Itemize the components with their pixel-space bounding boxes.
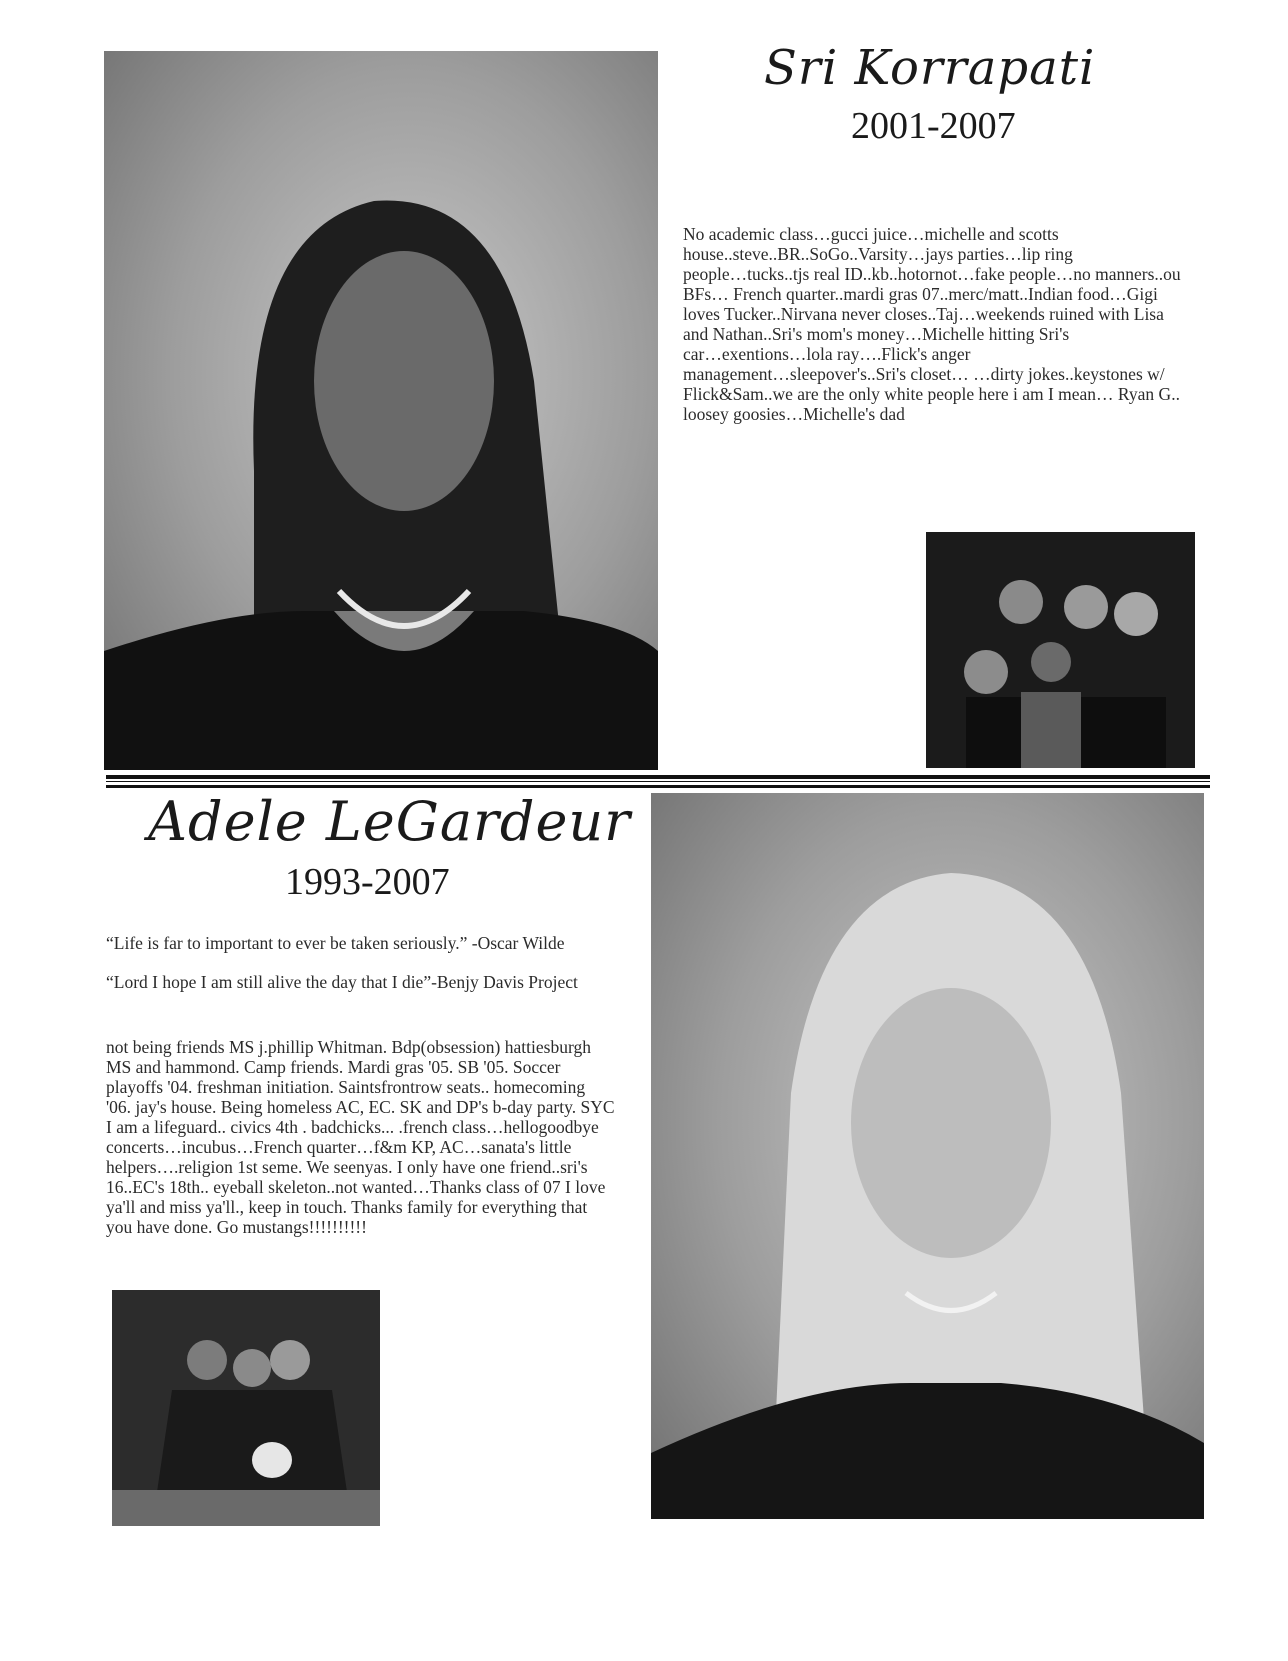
adele-candid-photo (112, 1290, 380, 1526)
adele-portrait-photo (651, 793, 1204, 1519)
memory-line: Flick&Sam..we are the only white people here i am I mean… Ryan G.. (683, 384, 1180, 404)
student2-name: Adele LeGardeur (148, 790, 631, 853)
memory-line: loves Tucker..Nirvana never closes..Taj…weekends ruined with Lisa (683, 304, 1164, 324)
memory-line: house..steve..BR..SoGo..Varsity…jays parties…lip ring (683, 244, 1073, 264)
student1-years: 2001-2007 (851, 105, 1016, 147)
memory-line: management…sleepover's..Sri's closet… …dirty jokes..keystones w/ (683, 364, 1165, 384)
student2-memories (106, 1037, 615, 1237)
memory-line: 16..EC's 18th.. eyeball skeleton..not wanted…Thanks class of 07 I love (106, 1177, 606, 1197)
memory-line: not being friends MS j.phillip Whitman. Bdp(obsession) hattiesburgh (106, 1037, 591, 1057)
memory-line: playoffs '04. freshman initiation. Saintsfrontrow seats.. homecoming (106, 1077, 586, 1097)
memory-line: helpers….religion 1st seme. We seenyas. I only have one friend..sri's (106, 1157, 588, 1177)
divider-rule (106, 785, 1210, 788)
memory-line: and Nathan..Sri's mom's money…Michelle hitting Sri's (683, 324, 1070, 344)
memory-line: ya'll and miss ya'll., keep in touch. Thanks family for everything that (106, 1197, 588, 1217)
memory-line: MS and hammond. Camp friends. Mardi gras '05. SB '05. Soccer (106, 1057, 561, 1077)
divider-rule (106, 781, 1210, 782)
memory-line: car…exentions…lola ray….Flick's anger (683, 344, 971, 364)
memory-line: loosey goosies…Michelle's dad (683, 404, 905, 424)
divider-rule (106, 775, 1210, 779)
student2-quote-1: “Life is far to important to ever be taken seriously.” -Oscar Wilde (106, 933, 565, 953)
memory-line: BFs… French quarter..mardi gras 07..merc/matt..Indian food…Gigi (683, 284, 1158, 304)
memory-line: you have done. Go mustangs!!!!!!!!!! (106, 1217, 367, 1237)
memory-line: people…tucks..tjs real ID..kb..hotornot…fake people…no manners..ou (683, 264, 1181, 284)
student1-name: Sri Korrapati (764, 40, 1096, 96)
student2-years: 1993-2007 (285, 861, 450, 903)
memory-line: I am a lifeguard.. civics 4th . badchicks... .french class…hellogoodbye (106, 1117, 599, 1137)
memory-line: No academic class…gucci juice…michelle and scotts (683, 224, 1059, 244)
student1-memories (683, 224, 1181, 424)
sri-portrait-photo (104, 51, 658, 770)
memory-line: '06. jay's house. Being homeless AC, EC. SK and DP's b-day party. SYC (106, 1097, 615, 1117)
memory-line: concerts…incubus…French quarter…f&m KP, AC…sanata's little (106, 1137, 572, 1157)
student2-quote-2: “Lord I hope I am still alive the day that I die”-Benjy Davis Project (106, 972, 578, 992)
sri-candid-photo (926, 532, 1195, 768)
